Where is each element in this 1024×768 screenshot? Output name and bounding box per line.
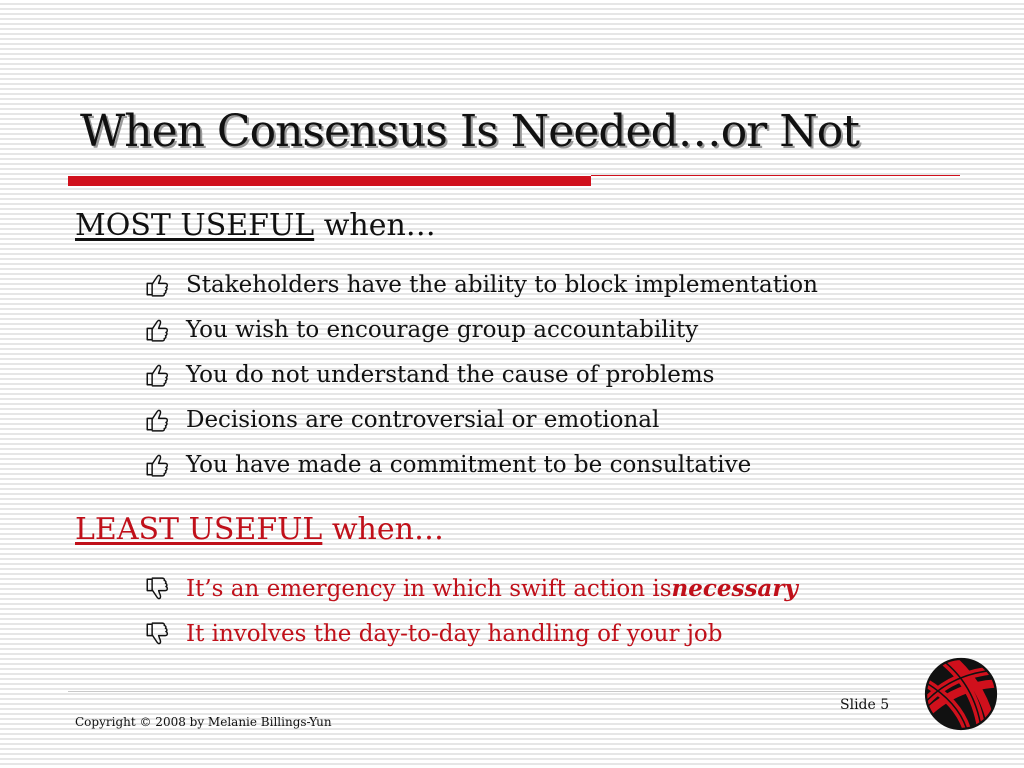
thumbs-down-icon bbox=[140, 572, 174, 606]
least-useful-heading bbox=[75, 512, 444, 547]
slide-title: When Consensus Is Needed…or Not bbox=[80, 106, 859, 157]
footer-divider bbox=[68, 691, 808, 692]
list-item-text: You have made a commitment to be consultative bbox=[186, 451, 752, 478]
list-item-text: Stakeholders have the ability to block implementation bbox=[186, 271, 818, 298]
list-item bbox=[140, 262, 818, 307]
thumbs-up-icon bbox=[140, 448, 174, 482]
least-useful-suffix: when… bbox=[322, 512, 444, 547]
footer-divider-right bbox=[808, 691, 890, 692]
title-underline-thin bbox=[591, 175, 960, 176]
slide-number: Slide 5 bbox=[840, 697, 890, 713]
list-item-text: It’s an emergency in which swift action is bbox=[186, 575, 672, 602]
list-item bbox=[140, 442, 818, 487]
thumbs-up-icon bbox=[140, 403, 174, 437]
most-useful-label: MOST USEFUL bbox=[75, 208, 315, 243]
copyright-notice: Copyright © 2008 by Melanie Billings-Yun bbox=[75, 715, 332, 729]
least-useful-label: LEAST USEFUL bbox=[75, 512, 323, 547]
list-item-text: You wish to encourage group accountability bbox=[186, 316, 699, 343]
list-item bbox=[140, 307, 818, 352]
list-item bbox=[140, 352, 818, 397]
most-useful-suffix: when… bbox=[314, 208, 436, 243]
woven-knot-logo-icon bbox=[923, 656, 999, 732]
list-item-text: It involves the day-to-day handling of your job bbox=[186, 620, 723, 647]
most-useful-heading bbox=[75, 208, 436, 243]
thumbs-up-icon bbox=[140, 268, 174, 302]
thumbs-down-icon bbox=[140, 617, 174, 651]
list-item-text: You do not understand the cause of problems bbox=[186, 361, 715, 388]
most-useful-list bbox=[140, 262, 818, 487]
thumbs-up-icon bbox=[140, 313, 174, 347]
thumbs-up-icon bbox=[140, 358, 174, 392]
list-item bbox=[140, 611, 798, 656]
least-useful-list bbox=[140, 566, 798, 656]
list-item-emphasis: necessary bbox=[671, 574, 798, 602]
list-item bbox=[140, 566, 798, 611]
title-underline-thick bbox=[68, 176, 591, 186]
list-item bbox=[140, 397, 818, 442]
list-item-text: Decisions are controversial or emotional bbox=[186, 406, 660, 433]
